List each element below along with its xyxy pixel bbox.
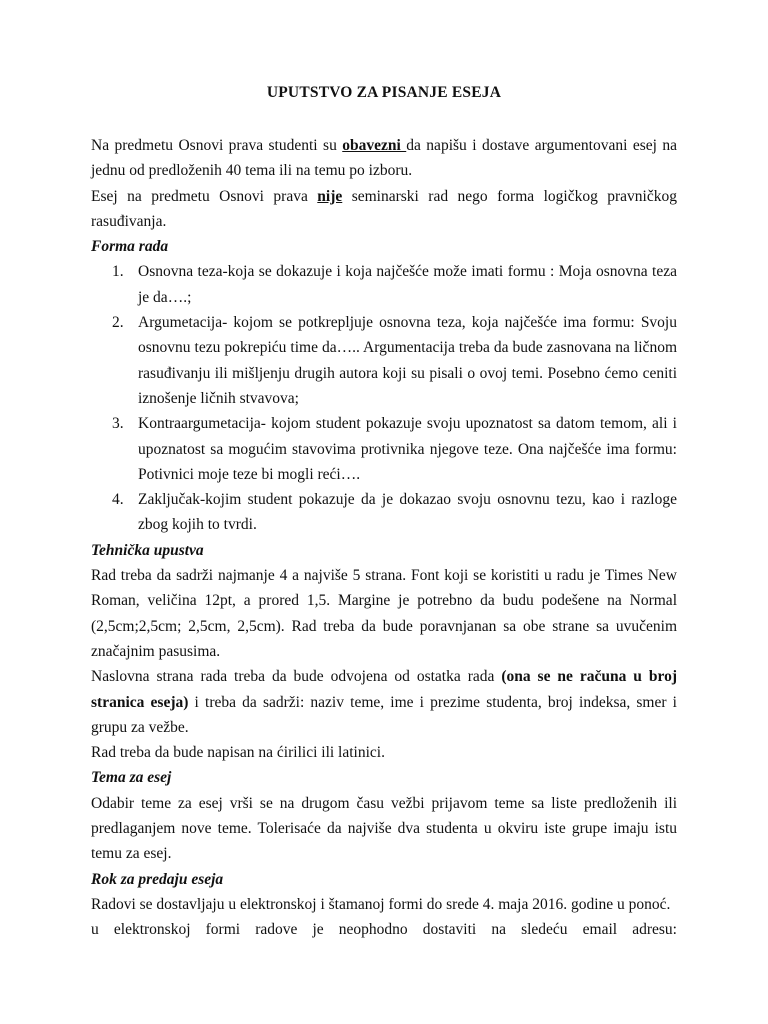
list-item-text: Kontraargumetacija- kojom student pokazuje svoju upoznatost sa datom temom, ali i upoznatost sa mogućim stavovima protivnika njegove teze. Ona najčešće ima formu: Potivnici moje teze bi mogli reći…. <box>138 415 677 483</box>
text-span: i treba da sadrži: naziv teme, ime i prezime studenta, broj indeksa, smer i grupu za vežbe. <box>91 693 677 736</box>
emphasis-obavezni: obavezni <box>342 137 407 154</box>
numbered-list <box>91 259 677 537</box>
list-number: 3. <box>112 415 124 433</box>
document-body <box>91 133 677 943</box>
list-number: 4. <box>112 491 124 509</box>
paragraph: u elektronskoj formi radove je neophodno dostaviti na sledeću email adresu: <box>91 921 677 939</box>
text-span: Na predmetu Osnovi prava studenti su <box>91 137 343 154</box>
text-span: Esej na predmetu Osnovi prava <box>91 187 318 205</box>
paragraph: Rad treba da bude napisan na ćirilici ili latinici. <box>91 744 385 762</box>
section-heading-rok-za-predaju: Rok za predaju eseja <box>91 870 224 888</box>
list-number: 1. <box>112 263 124 281</box>
paragraph <box>91 664 677 740</box>
list-number: 2. <box>112 314 124 332</box>
intro-paragraph-2 <box>91 184 677 235</box>
list-item <box>91 411 677 487</box>
list-item <box>91 259 677 310</box>
section-heading-tema-za-esej: Tema za esej <box>91 769 172 787</box>
paragraph: Odabir teme za esej vrši se na drugom času vežbi prijavom teme sa liste predloženih ili predlaganjem nove teme. Tolerisaće da najviše dva studenta u okviru iste grupe imaju istu temu za esej. <box>91 794 677 863</box>
list-item-text: Argumetacija- kojom se potkrepljuje osnovna teza, koja najčešće ima formu: Svoju osnovnu tezu pokrepiću time da….. Argumentacija treba da bude zasnovana na ličnom rasuđivanju ili mišljenju drugih autora koji su pisali o ovoj temi. Posebno ćemo ceniti iznošenje ličnih stvavova; <box>138 314 677 407</box>
intro-paragraph-1 <box>91 133 677 184</box>
list-item-text: Osnovna teza-koja se dokazuje i koja najčešće može imati formu : Moja osnovna teza je da….; <box>138 263 677 306</box>
document-title: UPUTSTVO ZA PISANJE ESEJA <box>266 84 502 101</box>
list-item <box>91 487 677 538</box>
emphasis-nije: nije <box>317 187 343 205</box>
emphasis-bold: (ona se ne računa u broj stranica eseja) <box>91 668 677 711</box>
section-heading-tehnicka-upustva: Tehnička upustva <box>91 541 204 559</box>
text-span: Naslovna strana rada treba da bude odvojena od ostatka rada <box>91 668 502 686</box>
list-item <box>91 310 677 411</box>
paragraph: Radovi se dostavljaju u elektronskoj i štamanoj formi do srede 4. maja 2016. godine u ponoć. <box>91 895 671 913</box>
text-span: seminarski rad nego forma logičkog pravničkog rasuđivanja. <box>91 187 677 230</box>
list-item-text: Zaključak-kojim student pokazuje da je dokazao svoju osnovnu tezu, kao i razloge zbog kojih to tvrdi. <box>138 491 677 534</box>
paragraph: Rad treba da sadrži najmanje 4 a najviše 5 strana. Font koji se koristiti u radu je Times New Roman, veličina 12pt, a prored 1,5. Margine je potrebno da budu podešene na Normal (2,5cm;2,5cm; 2,5cm, 2,5cm). Rad treba da bude poravnjanan sa obe strane sa uvučenim značajnim pasusima. <box>91 567 677 660</box>
section-heading-forma-rada: Forma rada <box>91 238 169 256</box>
text-span: da napišu i dostave argumentovani esej na jednu od predloženih 40 tema ili na temu po izboru. <box>91 137 677 180</box>
